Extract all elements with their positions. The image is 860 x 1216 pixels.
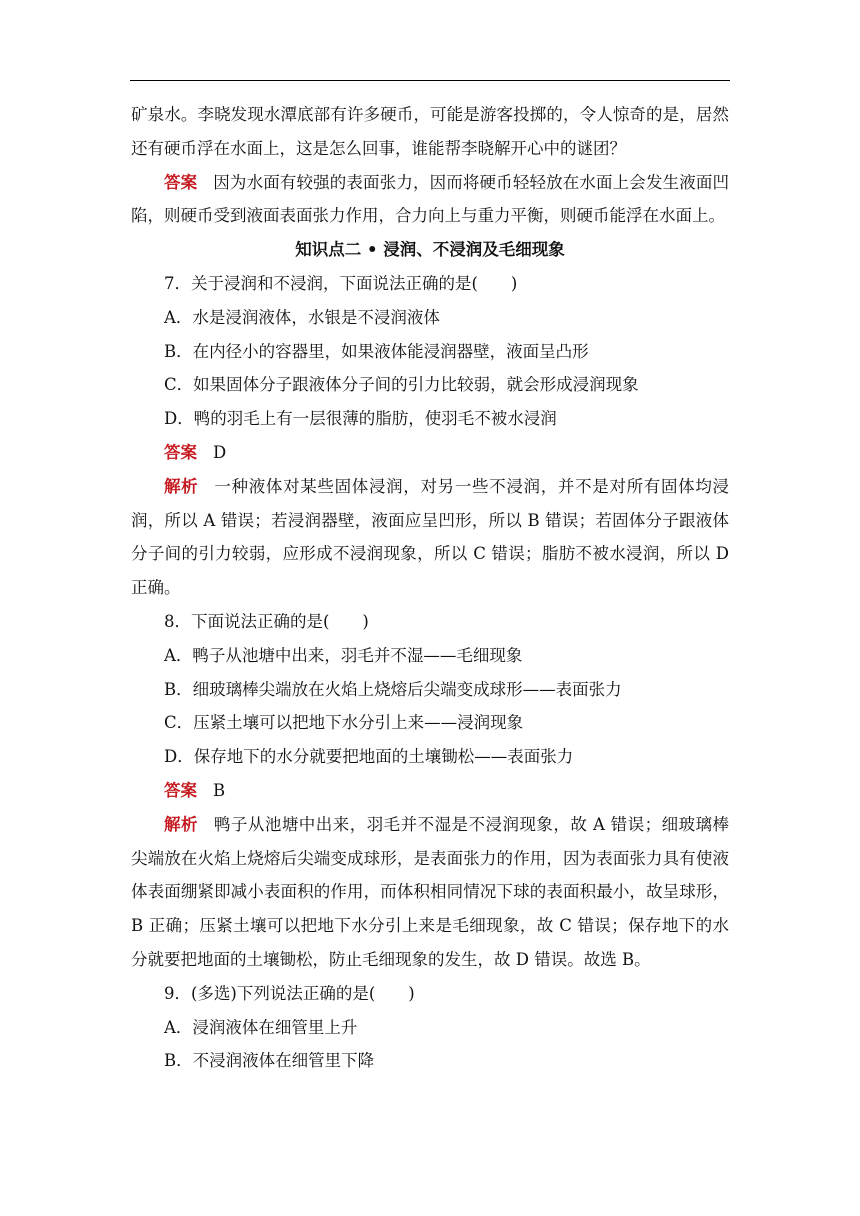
answer-paragraph — [131, 166, 729, 234]
q8-option-a: A．鸭子从池塘中出来，羽毛并不湿——毛细现象 — [164, 645, 523, 665]
q7-analysis-label: 解析 — [164, 476, 199, 496]
continuation-paragraph: 矿泉水。李晓发现水潭底部有许多硬币，可能是游客投掷的，令人惊奇的是，居然还有硬币浮在水面上，这是怎么回事，谁能帮李晓解开心中的谜团？ — [131, 105, 729, 158]
q7-option-b: B．在内径小的容器里，如果液体能浸润器壁，液面呈凸形 — [164, 341, 589, 361]
q9-option-a: A．浸润液体在细管里上升 — [164, 1017, 358, 1037]
q7-analysis — [131, 470, 729, 605]
q7-option-a: A．水是浸润液体，水银是不浸润液体 — [164, 307, 440, 327]
q7-answer — [131, 436, 729, 470]
q9-stem: 9．(多选)下列说法正确的是( ) — [164, 983, 415, 1003]
q8-option-d: D．保存地下的水分就要把地面的土壤锄松——表面张力 — [164, 747, 574, 767]
q8-analysis-text: 鸭子从池塘中出来，羽毛并不湿是不浸润现象，故 A 错误；细玻璃棒尖端放在火焰上烧熔后尖端变成球形，是表面张力的作用，因为表面张力具有使液体表面绷紧即减小表面积的作用，而体积相同情况下球的表面积最小，故呈球形，B 正确；压紧土壤可以把地下水分引上来是毛细现象，故 C 错误；保存地下的水分就要把地面的土壤锄松，防止毛细现象的发生，故 D 错误。故选 B。 — [131, 814, 730, 969]
q8-answer-label: 答案 — [164, 780, 197, 800]
q7-answer-label: 答案 — [164, 442, 197, 462]
q7-answer-value: D — [213, 442, 227, 462]
q7-option-d: D．鸭的羽毛上有一层很薄的脂肪，使羽毛不被水浸润 — [164, 409, 557, 429]
q7-stem: 7．关于浸润和不浸润，下面说法正确的是( ) — [164, 273, 518, 293]
section-heading: 知识点二 • 浸润、不浸润及毛细现象 — [295, 240, 565, 260]
q8-answer-value: B — [213, 780, 226, 800]
q8-option-b: B．细玻璃棒尖端放在火焰上烧熔后尖端变成球形——表面张力 — [164, 679, 622, 699]
q8-analysis-label: 解析 — [164, 814, 198, 834]
answer-label: 答案 — [164, 172, 198, 192]
q8-stem: 8．下面说法正确的是( ) — [164, 611, 369, 631]
q7-option-c: C．如果固体分子跟液体分子间的引力比较弱，就会形成浸润现象 — [164, 375, 639, 395]
q8-option-c: C．压紧土壤可以把地下水分引上来——浸润现象 — [164, 713, 524, 733]
answer-text: 因为水面有较强的表面张力，因而将硬币轻轻放在水面上会发生液面凹陷，则硬币受到液面表面张力作用，合力向上与重力平衡，则硬币能浮在水面上。 — [131, 172, 729, 226]
q7-analysis-text: 一种液体对某些固体浸润，对另一些不浸润，并不是对所有固体均浸润，所以 A 错误；若浸润器壁，液面应呈凹形，所以 B 错误；若固体分子跟液体分子间的引力较弱，应形成不浸润现象，所以 C 错误；脂肪不被水浸润，所以 D 正确。 — [131, 476, 730, 598]
page-content — [131, 98, 729, 1078]
q9-option-b: B．不浸润液体在细管里下降 — [164, 1051, 375, 1071]
q8-answer — [131, 774, 729, 808]
header-rule — [130, 80, 730, 81]
q8-analysis — [131, 808, 729, 977]
